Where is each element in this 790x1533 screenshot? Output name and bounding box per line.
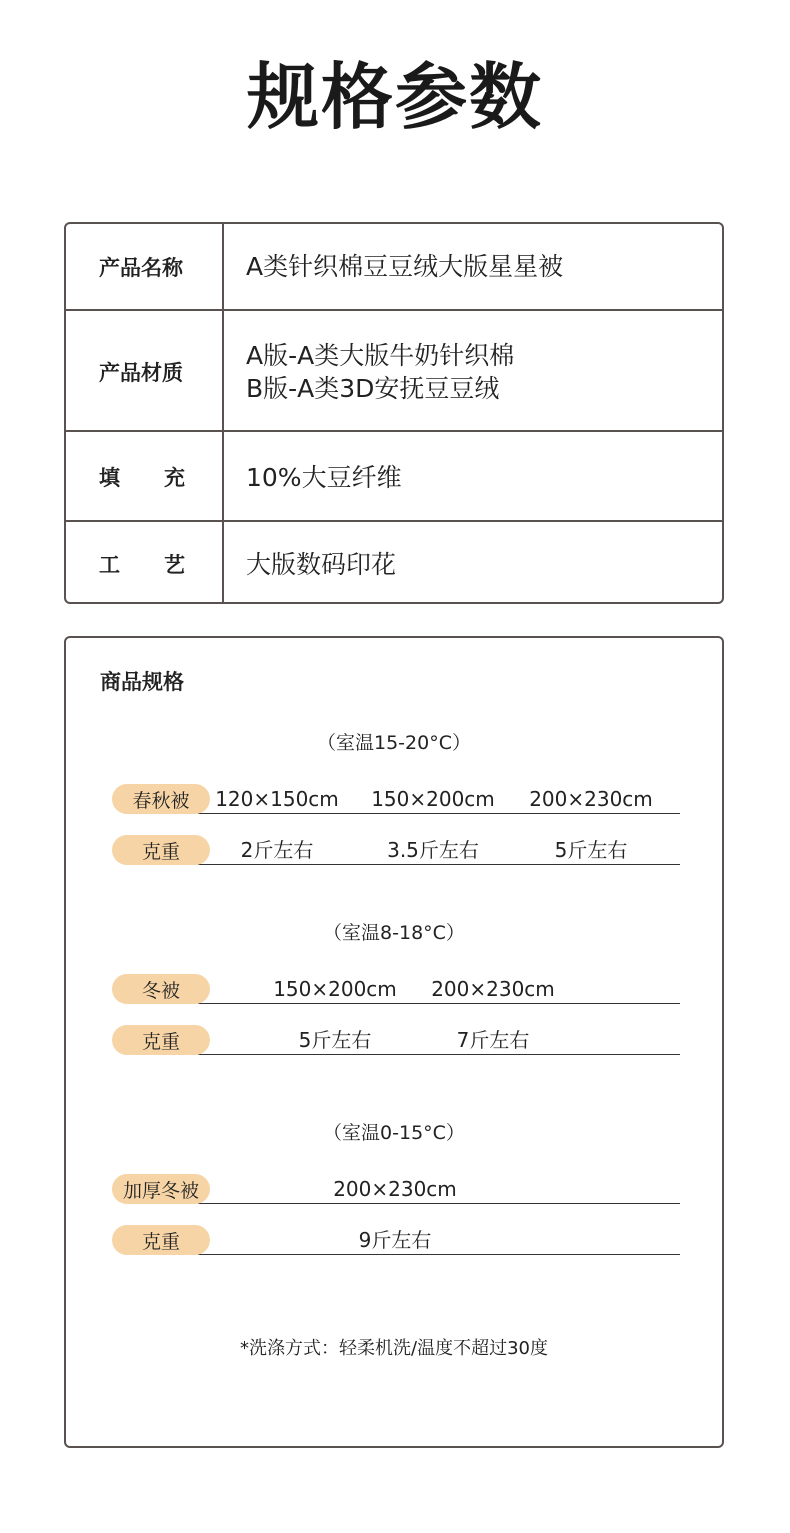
weight-cell: 7斤左右	[456, 1028, 530, 1052]
param-label-char: 工	[99, 553, 120, 577]
column-divider	[222, 311, 224, 432]
size-cell: 200×230cm	[529, 787, 653, 811]
param-value	[246, 522, 712, 604]
weight-row	[112, 1225, 680, 1257]
param-value	[246, 311, 712, 432]
column-divider	[222, 522, 224, 604]
size-row	[112, 784, 680, 816]
param-row-filling	[66, 430, 722, 522]
param-value-line: A类针织棉豆豆绒大版星星被	[246, 252, 564, 281]
weight-pill: 克重	[112, 1025, 210, 1055]
param-label-text: 产品材质	[99, 360, 183, 385]
weight-cell: 3.5斤左右	[387, 838, 479, 862]
param-row-craft	[66, 520, 722, 604]
temperature-label: （室温8-18°C）	[323, 922, 465, 944]
param-label-char: 充	[164, 466, 185, 490]
size-row	[112, 1174, 680, 1206]
spec-box	[64, 636, 724, 1448]
wash-note: *洗涤方式：轻柔机洗/温度不超过30度	[240, 1338, 548, 1359]
param-label	[66, 224, 223, 309]
weight-cell: 9斤左右	[358, 1228, 432, 1252]
page-title: 规格参数	[246, 55, 543, 139]
size-cell: 150×200cm	[273, 977, 397, 1001]
weight-cell: 5斤左右	[554, 838, 628, 862]
column-divider	[222, 432, 224, 522]
param-label	[66, 311, 223, 432]
temperature-label: （室温0-15°C）	[323, 1122, 465, 1144]
size-cell: 120×150cm	[215, 787, 339, 811]
param-value	[246, 224, 712, 309]
param-label	[66, 522, 223, 604]
weight-pill: 克重	[112, 1225, 210, 1255]
size-cell: 200×230cm	[333, 1177, 457, 1201]
weight-pill: 克重	[112, 835, 210, 865]
size-pill: 春秋被	[112, 784, 210, 814]
param-value-line: 10%大豆纤维	[246, 462, 402, 492]
size-pill: 冬被	[112, 974, 210, 1004]
param-label	[66, 432, 223, 522]
param-value-line: 大版数码印花	[246, 549, 397, 579]
weight-row	[112, 835, 680, 867]
spec-title: 商品规格	[100, 670, 184, 694]
weight-row	[112, 1025, 680, 1057]
column-divider	[222, 224, 224, 309]
temperature-label: （室温15-20°C）	[317, 732, 471, 754]
param-row-name	[66, 224, 722, 309]
size-cell: 200×230cm	[431, 977, 555, 1001]
param-table	[64, 222, 724, 604]
param-row-material	[66, 309, 722, 432]
param-label-char: 填	[99, 466, 120, 490]
param-label-char: 艺	[164, 553, 185, 577]
size-row	[112, 974, 680, 1006]
weight-cell: 5斤左右	[298, 1028, 372, 1052]
param-value	[246, 432, 712, 522]
param-value-line: A版-A类大版牛奶针织棉	[246, 340, 515, 370]
param-label-text: 产品名称	[99, 255, 183, 280]
weight-cell: 2斤左右	[240, 838, 314, 862]
size-cell: 150×200cm	[371, 787, 495, 811]
size-pill: 加厚冬被	[112, 1174, 210, 1204]
param-value-line: B版-A类3D安抚豆豆绒	[246, 373, 500, 403]
